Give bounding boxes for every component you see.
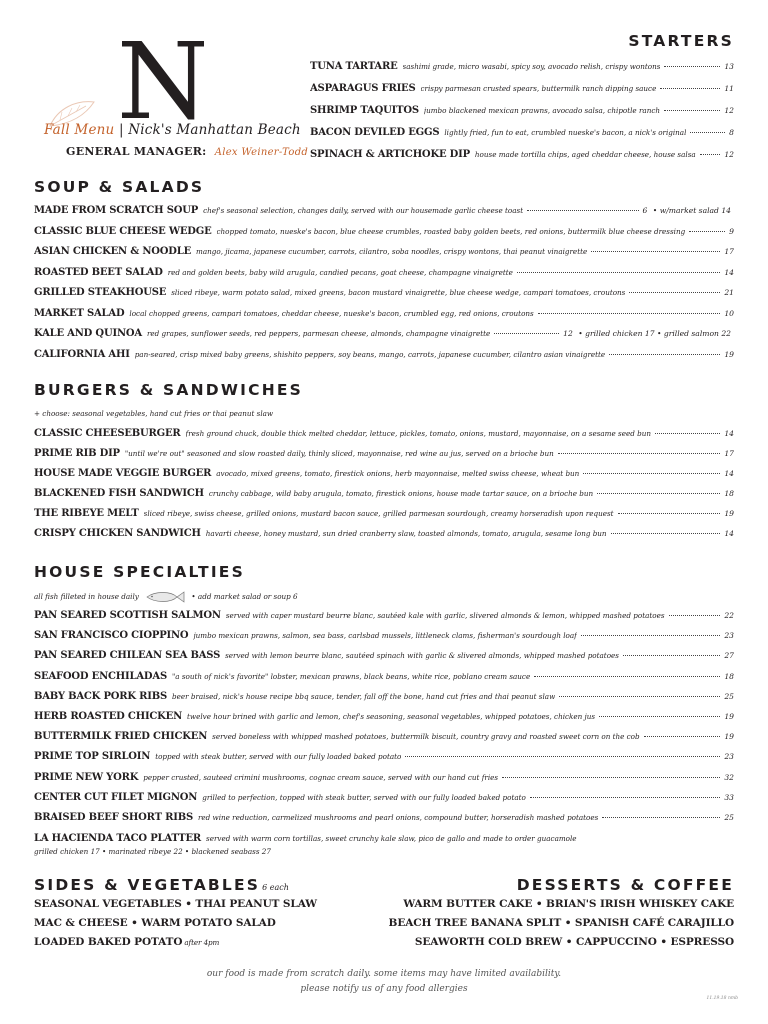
leader-dots bbox=[538, 313, 721, 314]
item-price: 33 bbox=[724, 792, 734, 802]
item-name: MARKET SALAD bbox=[34, 307, 125, 319]
item-desc: "a south of nick's favorite" lobster, mexican prawns, black beans, white rice, poblano cream sauce bbox=[171, 671, 531, 681]
menu-item-row bbox=[34, 812, 734, 826]
item-name: SAN FRANCISCO CIOPPINO bbox=[34, 630, 189, 642]
item-desc: topped with steak butter, served with our fully loaded baked potato bbox=[155, 752, 402, 762]
item-price: 11 bbox=[724, 84, 734, 93]
item-desc: served with caper mustard beurre blanc, sautéed kale with garlic, slivered almonds & lemon, whipped mashed potatoes bbox=[225, 611, 665, 620]
leader-dots bbox=[669, 615, 721, 616]
desserts-heading: DESSERTS & COFFEE bbox=[516, 876, 734, 894]
item-extra: • grilled chicken 17 • grilled salmon 22 bbox=[578, 329, 731, 338]
logo-n-icon bbox=[122, 34, 204, 124]
menu-item-row bbox=[34, 428, 734, 442]
item-price: 8 bbox=[729, 128, 734, 137]
item-name: SHRIMP TAQUITOS bbox=[310, 105, 419, 116]
taco-platter-row bbox=[34, 833, 734, 847]
item-desc: local chopped greens, campari tomatoes, cheddar cheese, nueske's bacon, crumbled egg, red onions, croutons bbox=[129, 308, 534, 318]
subtitle-separator: | bbox=[118, 122, 124, 138]
item-price: 19 bbox=[724, 509, 734, 518]
item-price: 14 bbox=[724, 469, 734, 478]
sides-line-3-note: after 4pm bbox=[184, 938, 220, 947]
item-name: PAN SEARED SCOTTISH SALMON bbox=[34, 610, 221, 621]
menu-name: Fall Menu bbox=[44, 122, 115, 138]
item-desc: served boneless with whipped mashed potatoes, buttermilk biscuit, country gravy and roasted sweet corn on the cob bbox=[212, 732, 640, 742]
item-name: CENTER CUT FILET MIGNON bbox=[34, 791, 198, 803]
item-desc: twelve hour brined with garlic and lemon, chef's seasoning, seasonal vegetables, whipped potatoes, chicken jus bbox=[187, 712, 596, 721]
item-name: PRIME TOP SIRLOIN bbox=[34, 751, 151, 763]
menu-item-row bbox=[34, 328, 734, 342]
leader-dots bbox=[644, 736, 721, 737]
specialties-heading: HOUSE SPECIALTIES bbox=[34, 563, 245, 581]
leader-dots bbox=[664, 110, 720, 111]
footer-line-2: please notify us of any food allergies bbox=[300, 984, 468, 994]
item-price: 13 bbox=[724, 62, 734, 71]
specialties-note-a: all fish filleted in house daily bbox=[34, 592, 139, 601]
menu-item-row bbox=[34, 287, 734, 301]
item-name: KALE AND QUINOA bbox=[34, 328, 142, 339]
item-name: THE RIBEYE MELT bbox=[34, 508, 139, 519]
item-desc: red and golden beets, baby wild arugula, candied pecans, goat cheese, champagne vinaigrette bbox=[167, 267, 513, 277]
item-desc: avocado, mixed greens, tomato, firestick onions, herb mayonnaise, melted swiss cheese, wheat bun bbox=[216, 469, 580, 478]
leader-dots bbox=[689, 231, 725, 232]
item-name: ASIAN CHICKEN & NOODLE bbox=[34, 246, 192, 257]
menu-item-row bbox=[310, 61, 734, 75]
menu-item-row bbox=[310, 127, 734, 141]
item-name: PRIME RIB DIP bbox=[34, 448, 120, 459]
fish-icon bbox=[145, 591, 185, 603]
menu-item-row bbox=[34, 650, 734, 664]
item-desc: sliced ribeye, warm potato salad, mixed greens, bacon mustard vinaigrette, blue cheese wedge, campari tomatoes, croutons bbox=[171, 288, 626, 297]
svg-text:N: N bbox=[122, 34, 204, 124]
menu-item-row bbox=[34, 751, 734, 765]
item-name: ROASTED BEET SALAD bbox=[34, 266, 163, 278]
sides-title: SIDES & VEGETABLES bbox=[34, 876, 261, 894]
item-price: 25 bbox=[724, 691, 734, 701]
item-desc: grilled to perfection, topped with steak butter, served with our fully loaded baked potato bbox=[202, 792, 526, 802]
leader-dots bbox=[530, 797, 720, 798]
item-price: 18 bbox=[724, 671, 734, 681]
leader-dots bbox=[599, 716, 720, 717]
menu-item-row bbox=[34, 267, 734, 281]
leader-dots bbox=[597, 493, 720, 494]
specialties-note-b: • add market salad or soup 6 bbox=[191, 592, 298, 601]
item-price: 19 bbox=[724, 712, 734, 721]
item-price: 12 bbox=[724, 106, 734, 115]
item-name: BACON DEVILED EGGS bbox=[310, 127, 440, 138]
leader-dots bbox=[629, 292, 720, 293]
item-desc: chef's seasonal selection, changes daily, served with our housemade garlic cheese toast bbox=[203, 206, 524, 215]
taco-options: grilled chicken 17 • marinated ribeye 22 • blackened seabass 27 bbox=[34, 847, 271, 856]
menu-code: 11.19.18 nmb bbox=[706, 996, 738, 1001]
leader-dots bbox=[655, 433, 720, 434]
item-name: BLACKENED FISH SANDWICH bbox=[34, 488, 204, 499]
specialties-note bbox=[34, 591, 298, 603]
item-name: HOUSE MADE VEGGIE BURGER bbox=[34, 468, 212, 479]
leader-dots bbox=[494, 333, 559, 334]
item-desc: house made tortilla chips, aged cheddar cheese, house salsa bbox=[474, 150, 696, 159]
leader-dots bbox=[527, 210, 638, 211]
item-price: 6 bbox=[642, 206, 648, 215]
item-desc: jumbo blackened mexican prawns, avocado salsa, chipotle ranch bbox=[423, 106, 660, 115]
menu-item-row bbox=[34, 528, 734, 542]
item-name: CALIFORNIA AHI bbox=[34, 348, 130, 360]
item-desc: pepper crusted, sauteed crimini mushrooms, cognac cream sauce, served with our hand cut fries bbox=[143, 772, 499, 782]
item-name: MADE FROM SCRATCH SOUP bbox=[34, 205, 199, 216]
gm-signature: Alex Weiner-Todd bbox=[214, 147, 309, 158]
gm-label: GENERAL MANAGER: bbox=[66, 145, 207, 158]
item-price: 12 bbox=[724, 150, 734, 159]
item-desc: sashimi grade, micro wasabi, spicy soy, avocado relish, crispy wontons bbox=[402, 62, 661, 71]
item-desc: crispy parmesan crusted spears, buttermilk ranch dipping sauce bbox=[420, 84, 657, 93]
item-price: 21 bbox=[724, 288, 734, 297]
item-desc: sliced ribeye, swiss cheese, grilled onions, mustard bacon sauce, grilled parmesan sourdough, creamy horseradish upon request bbox=[143, 509, 614, 518]
item-name: BUTTERMILK FRIED CHICKEN bbox=[34, 731, 208, 743]
desserts-line-1: WARM BUTTER CAKE • BRIAN'S IRISH WHISKEY CAKE bbox=[403, 898, 734, 910]
restaurant-name: Nick's Manhattan Beach bbox=[128, 122, 301, 138]
item-name: PRIME NEW YORK bbox=[34, 771, 139, 783]
item-name: ASPARAGUS FRIES bbox=[310, 83, 416, 94]
item-price: 14 bbox=[724, 529, 734, 538]
sides-line-3 bbox=[34, 936, 219, 948]
item-price: 23 bbox=[724, 631, 734, 641]
item-name: HERB ROASTED CHICKEN bbox=[34, 711, 183, 722]
menu-item-row bbox=[34, 731, 734, 745]
burgers-note: + choose: seasonal vegetables, hand cut fries or thai peanut slaw bbox=[34, 409, 274, 418]
item-name: LA HACIENDA TACO PLATTER bbox=[34, 833, 202, 844]
leader-dots bbox=[581, 635, 721, 636]
item-name: CLASSIC CHEESEBURGER bbox=[34, 428, 181, 439]
item-desc: red grapes, sunflower seeds, red peppers, parmesan cheese, almonds, champagne vinaigrette bbox=[146, 329, 491, 338]
item-extra: • w/market salad 14 bbox=[652, 206, 731, 215]
burgers-heading: BURGERS & SANDWICHES bbox=[34, 381, 304, 399]
menu-item-row bbox=[310, 83, 734, 97]
item-desc: "until we're out" seasoned and slow roasted daily, thinly sliced, mayonnaise, red wine au jus, served on a brioche bun bbox=[124, 449, 554, 458]
menu-item-row bbox=[310, 105, 734, 119]
item-desc: red wine reduction, carmelized mushrooms and pearl onions, compound butter, horseradish mashed potatoes bbox=[197, 813, 599, 822]
menu-item-row bbox=[34, 691, 734, 705]
item-name: TUNA TARTARE bbox=[310, 61, 398, 72]
item-desc: lightly fried, fun to eat, crumbled nueske's bacon, a nick's original bbox=[444, 128, 687, 137]
sides-line-2: MAC & CHEESE • WARM POTATO SALAD bbox=[34, 917, 276, 929]
item-desc: fresh ground chuck, double thick melted cheddar, lettuce, pickles, tomato, onions, mustard, mayonnaise, on a sesame seed bun bbox=[185, 429, 651, 438]
logo bbox=[122, 34, 204, 124]
leader-dots bbox=[618, 513, 721, 514]
menu-item-row bbox=[34, 468, 734, 482]
leader-dots bbox=[660, 88, 720, 89]
menu-item-row bbox=[34, 205, 734, 219]
menu-item-row bbox=[34, 772, 734, 786]
item-desc: jumbo mexican prawns, salmon, sea bass, carlsbad mussels, littleneck clams, fisherman's sourdough loaf bbox=[193, 631, 577, 641]
leader-dots bbox=[559, 696, 720, 697]
item-desc: served with lemon beurre blanc, sautéed spinach with garlic & slivered almonds, whipped mashed potatoes bbox=[225, 651, 619, 661]
item-name: SPINACH & ARTICHOKE DIP bbox=[310, 149, 470, 160]
menu-item-row bbox=[34, 508, 734, 522]
leader-dots bbox=[690, 132, 725, 133]
sides-note: 6 each bbox=[262, 883, 289, 892]
item-price: 25 bbox=[724, 813, 734, 822]
item-price: 32 bbox=[724, 772, 734, 782]
leader-dots bbox=[609, 354, 720, 355]
leader-dots bbox=[611, 533, 721, 534]
item-desc: pan-seared, crisp mixed baby greens, shishito peppers, soy beans, mango, carrots, japanese cucumber, cilantro asian vinaigrette bbox=[134, 349, 606, 359]
desserts-line-2: BEACH TREE BANANA SPLIT • SPANISH CAFÉ CARAJILLO bbox=[388, 917, 734, 929]
menu-item-row bbox=[310, 149, 734, 163]
sides-heading bbox=[34, 876, 289, 894]
item-name: PAN SEARED CHILEAN SEA BASS bbox=[34, 650, 221, 662]
item-price: 19 bbox=[724, 349, 734, 359]
menu-subtitle bbox=[44, 122, 301, 138]
leader-dots bbox=[558, 453, 721, 454]
item-name: CRISPY CHICKEN SANDWICH bbox=[34, 528, 201, 539]
general-manager bbox=[66, 145, 308, 158]
menu-item-row bbox=[34, 488, 734, 502]
menu-item-row bbox=[34, 792, 734, 806]
item-name: BABY BACK PORK RIBS bbox=[34, 690, 168, 702]
item-desc: beer braised, nick's house recipe bbq sauce, tender, fall off the bone, hand cut fries and thai peanut slaw bbox=[172, 691, 556, 701]
item-desc: crunchy cabbage, wild baby arugula, tomato, firestick onions, house made tartar sauce, on a brioche bun bbox=[208, 489, 594, 498]
item-price: 18 bbox=[724, 489, 734, 498]
menu-item-row bbox=[34, 630, 734, 644]
item-price: 17 bbox=[724, 247, 734, 256]
item-name: BRAISED BEEF SHORT RIBS bbox=[34, 812, 193, 823]
soups-heading: SOUP & SALADS bbox=[34, 178, 205, 196]
menu-item-row bbox=[34, 246, 734, 260]
item-price: 27 bbox=[724, 651, 734, 661]
desserts-line-3: SEAWORTH COLD BREW • CAPPUCCINO • ESPRESSO bbox=[414, 936, 734, 948]
leader-dots bbox=[502, 777, 720, 778]
leader-dots bbox=[602, 817, 720, 818]
item-desc: havarti cheese, honey mustard, sun dried cranberry slaw, toasted almonds, tomato, arugula, sesame long bun bbox=[205, 529, 607, 538]
menu-item-row bbox=[34, 349, 734, 363]
item-price: 14 bbox=[724, 429, 734, 438]
leader-dots bbox=[534, 676, 720, 677]
leader-dots bbox=[664, 66, 720, 67]
item-name: GRILLED STEAKHOUSE bbox=[34, 287, 167, 298]
menu-item-row bbox=[34, 671, 734, 685]
leader-dots bbox=[623, 655, 720, 656]
footer-line-1: our food is made from scratch daily. some items may have limited availability. bbox=[206, 969, 562, 979]
item-price: 10 bbox=[724, 308, 734, 318]
sides-line-3-text: LOADED BAKED POTATO bbox=[34, 936, 183, 948]
item-price: 14 bbox=[724, 267, 734, 277]
item-desc: mango, jicama, japanese cucumber, carrots, cilantro, soba noodles, crispy wontons, thai peanut vinaigrette bbox=[196, 247, 588, 256]
menu-item-row bbox=[34, 448, 734, 462]
item-desc: chopped tomato, nueske's bacon, blue cheese crumbles, roasted baby golden beets, red onions, buttermilk blue cheese dressing bbox=[216, 226, 686, 236]
item-name: CLASSIC BLUE CHEESE WEDGE bbox=[34, 225, 212, 237]
menu-item-row bbox=[34, 610, 734, 624]
menu-item-row bbox=[34, 711, 734, 725]
item-price: 9 bbox=[729, 226, 734, 236]
leader-dots bbox=[591, 251, 720, 252]
item-price: 22 bbox=[724, 611, 734, 620]
leader-dots bbox=[700, 154, 721, 155]
starters-heading: STARTERS bbox=[628, 32, 734, 50]
item-desc: served with warm corn tortillas, sweet crunchy kale slaw, pico de gallo and made to order guacamole bbox=[206, 834, 577, 843]
sides-line-1: SEASONAL VEGETABLES • THAI PEANUT SLAW bbox=[34, 898, 317, 910]
leader-dots bbox=[583, 473, 720, 474]
item-price: 23 bbox=[724, 752, 734, 762]
leader-dots bbox=[517, 272, 720, 273]
menu-item-row bbox=[34, 226, 734, 240]
leader-dots bbox=[405, 756, 720, 757]
menu-item-row bbox=[34, 308, 734, 322]
item-price: 12 bbox=[563, 329, 573, 338]
item-price: 17 bbox=[724, 449, 734, 458]
item-name: SEAFOOD ENCHILADAS bbox=[34, 670, 167, 682]
item-price: 19 bbox=[724, 732, 734, 742]
